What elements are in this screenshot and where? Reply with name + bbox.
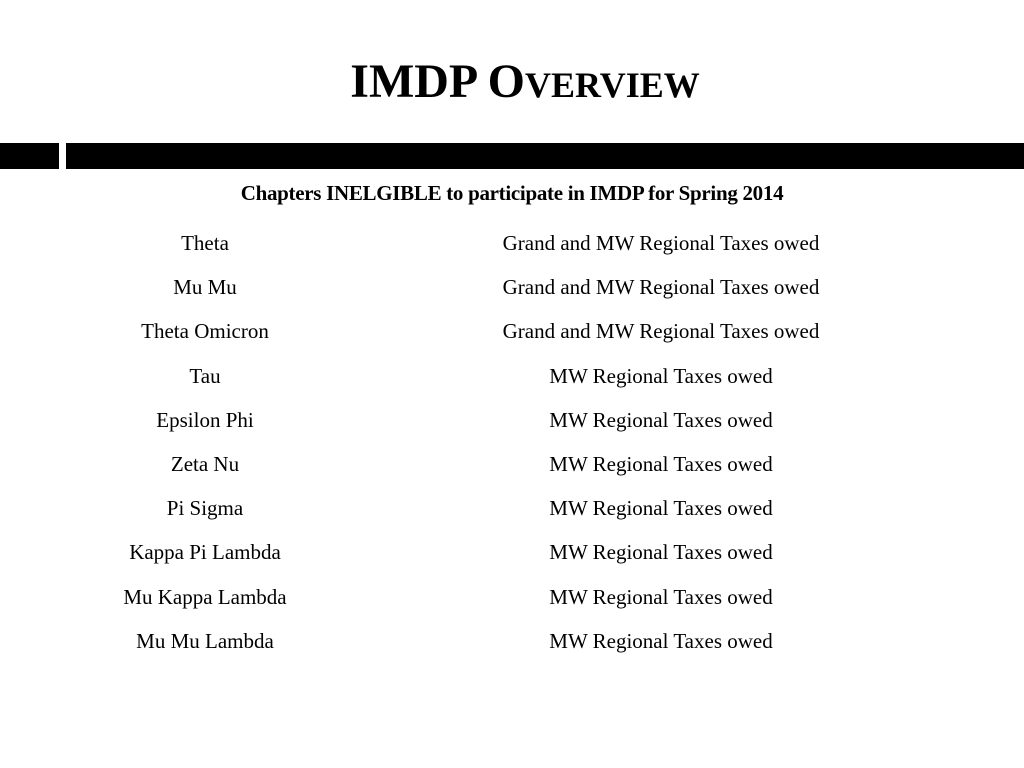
- ineligibility-reason: MW Regional Taxes owed: [549, 363, 773, 388]
- table-row: [0, 619, 1024, 663]
- chapter-name: Mu Mu Lambda: [136, 628, 274, 653]
- slide-title-main: IMDP: [350, 55, 488, 108]
- ineligibility-reason: MW Regional Taxes owed: [549, 584, 773, 609]
- chapter-name: Theta: [181, 231, 229, 255]
- ineligibility-reason: Grand and MW Regional Taxes owed: [502, 319, 820, 344]
- table-row: [0, 398, 1024, 442]
- table-row: [0, 442, 1024, 486]
- slide-subtitle: Chapters INELGIBLE to participate in IMDP for Spring 2014: [240, 181, 784, 205]
- ineligibility-reason: Grand and MW Regional Taxes owed: [502, 231, 820, 255]
- ineligibility-reason: MW Regional Taxes owed: [549, 407, 773, 432]
- table-row: [0, 309, 1024, 353]
- chapter-name: Mu Mu: [173, 275, 237, 300]
- slide-title: [0, 52, 1024, 115]
- ineligibility-reason: MW Regional Taxes owed: [549, 496, 773, 521]
- chapter-name: Tau: [189, 363, 221, 388]
- table-row: [0, 221, 1024, 265]
- chapter-name: Mu Kappa Lambda: [123, 584, 287, 609]
- table-row: [0, 575, 1024, 619]
- table-row: [0, 486, 1024, 530]
- ineligibility-reason: MW Regional Taxes owed: [549, 540, 773, 565]
- chapter-name: Zeta Nu: [170, 451, 240, 476]
- chapter-name: Kappa Pi Lambda: [129, 540, 281, 565]
- ineligibility-reason: Grand and MW Regional Taxes owed: [502, 275, 820, 300]
- chapter-name: Theta Omicron: [141, 319, 269, 344]
- table-row: [0, 354, 1024, 398]
- table-row: [0, 265, 1024, 309]
- chapter-name: Epsilon Phi: [156, 407, 254, 432]
- ineligibility-reason: MW Regional Taxes owed: [549, 628, 773, 653]
- slide-title-first-letter: O: [487, 55, 525, 108]
- slide-title-smallcaps: VERVIEW: [524, 65, 700, 105]
- ineligible-chapters-table: [0, 221, 1024, 663]
- chapter-name: Pi Sigma: [166, 496, 244, 521]
- ineligibility-reason: MW Regional Taxes owed: [549, 451, 773, 476]
- table-row: [0, 530, 1024, 574]
- header-rule-left: [0, 143, 59, 169]
- header-rule-right: [66, 143, 1024, 169]
